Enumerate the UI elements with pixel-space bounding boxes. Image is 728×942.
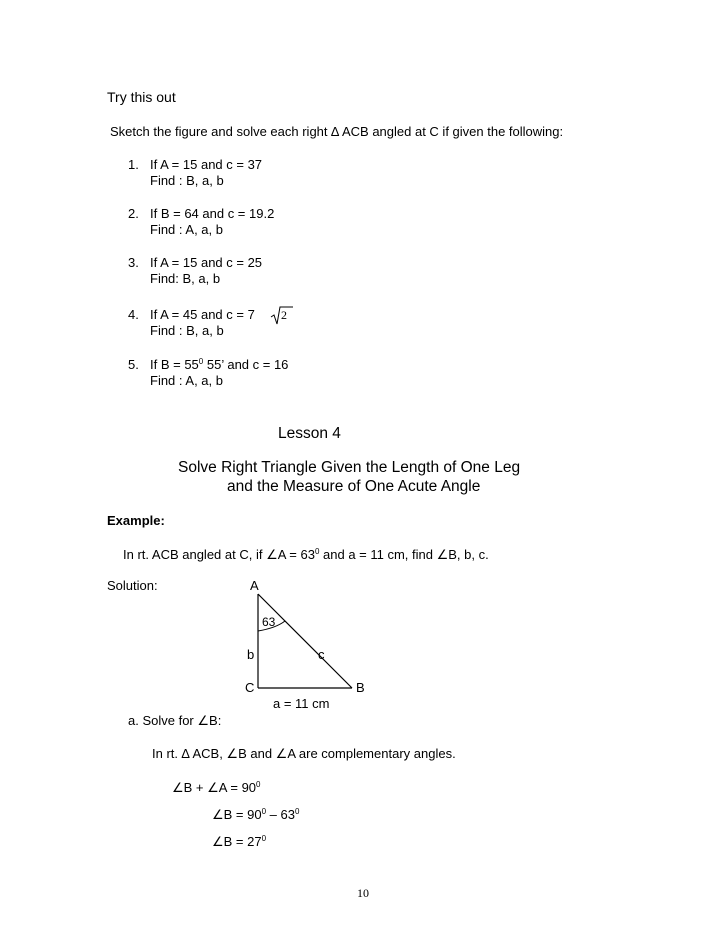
instruction-text: Sketch the figure and solve each right ∆ ACB angled at C if given the following: xyxy=(110,124,564,139)
item-given: If B = 64 and c = 19.2 xyxy=(150,206,275,221)
radicand: 2 xyxy=(281,308,287,322)
item-number: 3. xyxy=(128,255,139,270)
vertex-b-label: B xyxy=(356,680,365,695)
degree-superscript: 0 xyxy=(261,807,267,816)
degree-superscript: 0 xyxy=(294,807,300,816)
complementary-statement: In rt. ∆ ACB, ∠B and ∠A are complementary angles. xyxy=(152,746,456,761)
item-find: Find : B, a, b xyxy=(150,173,224,188)
given-pre: If B = 55 xyxy=(150,357,199,372)
problem-pre: In rt. ACB angled at C, if ∠A = 63 xyxy=(123,547,315,562)
angle-label: 63 xyxy=(262,615,276,629)
item-number: 5. xyxy=(128,357,139,372)
item-find: Find : A, a, b xyxy=(150,222,223,237)
lesson-subtitle-line2: and the Measure of One Acute Angle xyxy=(227,478,481,495)
page-number: 10 xyxy=(357,886,369,900)
eq1-text: ∠B + ∠A = 90 xyxy=(172,780,257,795)
degree-superscript: 0 xyxy=(314,547,320,556)
square-root-icon xyxy=(271,307,293,324)
degree-superscript: 0 xyxy=(198,357,204,366)
step-a: a. Solve for ∠B: xyxy=(128,713,222,728)
problem-post: and a = 11 cm, find ∠B, b, c. xyxy=(319,547,489,562)
eq3-text: ∠B = 27 xyxy=(212,834,262,849)
side-b-label: b xyxy=(247,647,255,662)
eq2-mid: – 63 xyxy=(266,807,295,822)
example-label: Example: xyxy=(107,513,165,528)
hypotenuse-line xyxy=(258,594,352,688)
side-c-label: c xyxy=(318,647,325,662)
given-post: 55’ and c = 16 xyxy=(203,357,289,372)
degree-superscript: 0 xyxy=(256,780,261,789)
solution-label: Solution: xyxy=(107,578,158,593)
base-label: a = 11 cm xyxy=(273,696,330,711)
equation-3 xyxy=(212,834,266,850)
section-heading: Try this out xyxy=(107,89,176,105)
eq2-text: ∠B = 90 xyxy=(212,807,262,822)
item-given: If A = 45 and c = 7 xyxy=(150,307,255,322)
item-find: Find : A, a, b xyxy=(150,373,223,388)
vertex-c-label: C xyxy=(245,680,255,695)
degree-superscript: 0 xyxy=(261,834,267,843)
item-number: 1. xyxy=(128,157,139,172)
equation-2 xyxy=(212,807,299,823)
item-number: 4. xyxy=(128,307,139,322)
item-number: 2. xyxy=(128,206,139,221)
vertex-a-label: A xyxy=(250,578,259,593)
equation-1 xyxy=(172,780,260,796)
item-find: Find : B, a, b xyxy=(150,323,224,338)
item-given: If A = 15 and c = 37 xyxy=(150,157,263,172)
item-find: Find: B, a, b xyxy=(150,271,221,286)
lesson-subtitle-line1: Solve Right Triangle Given the Length of One Leg xyxy=(178,459,521,476)
lesson-title: Lesson 4 xyxy=(278,425,341,442)
item-given: If A = 15 and c = 25 xyxy=(150,255,263,270)
